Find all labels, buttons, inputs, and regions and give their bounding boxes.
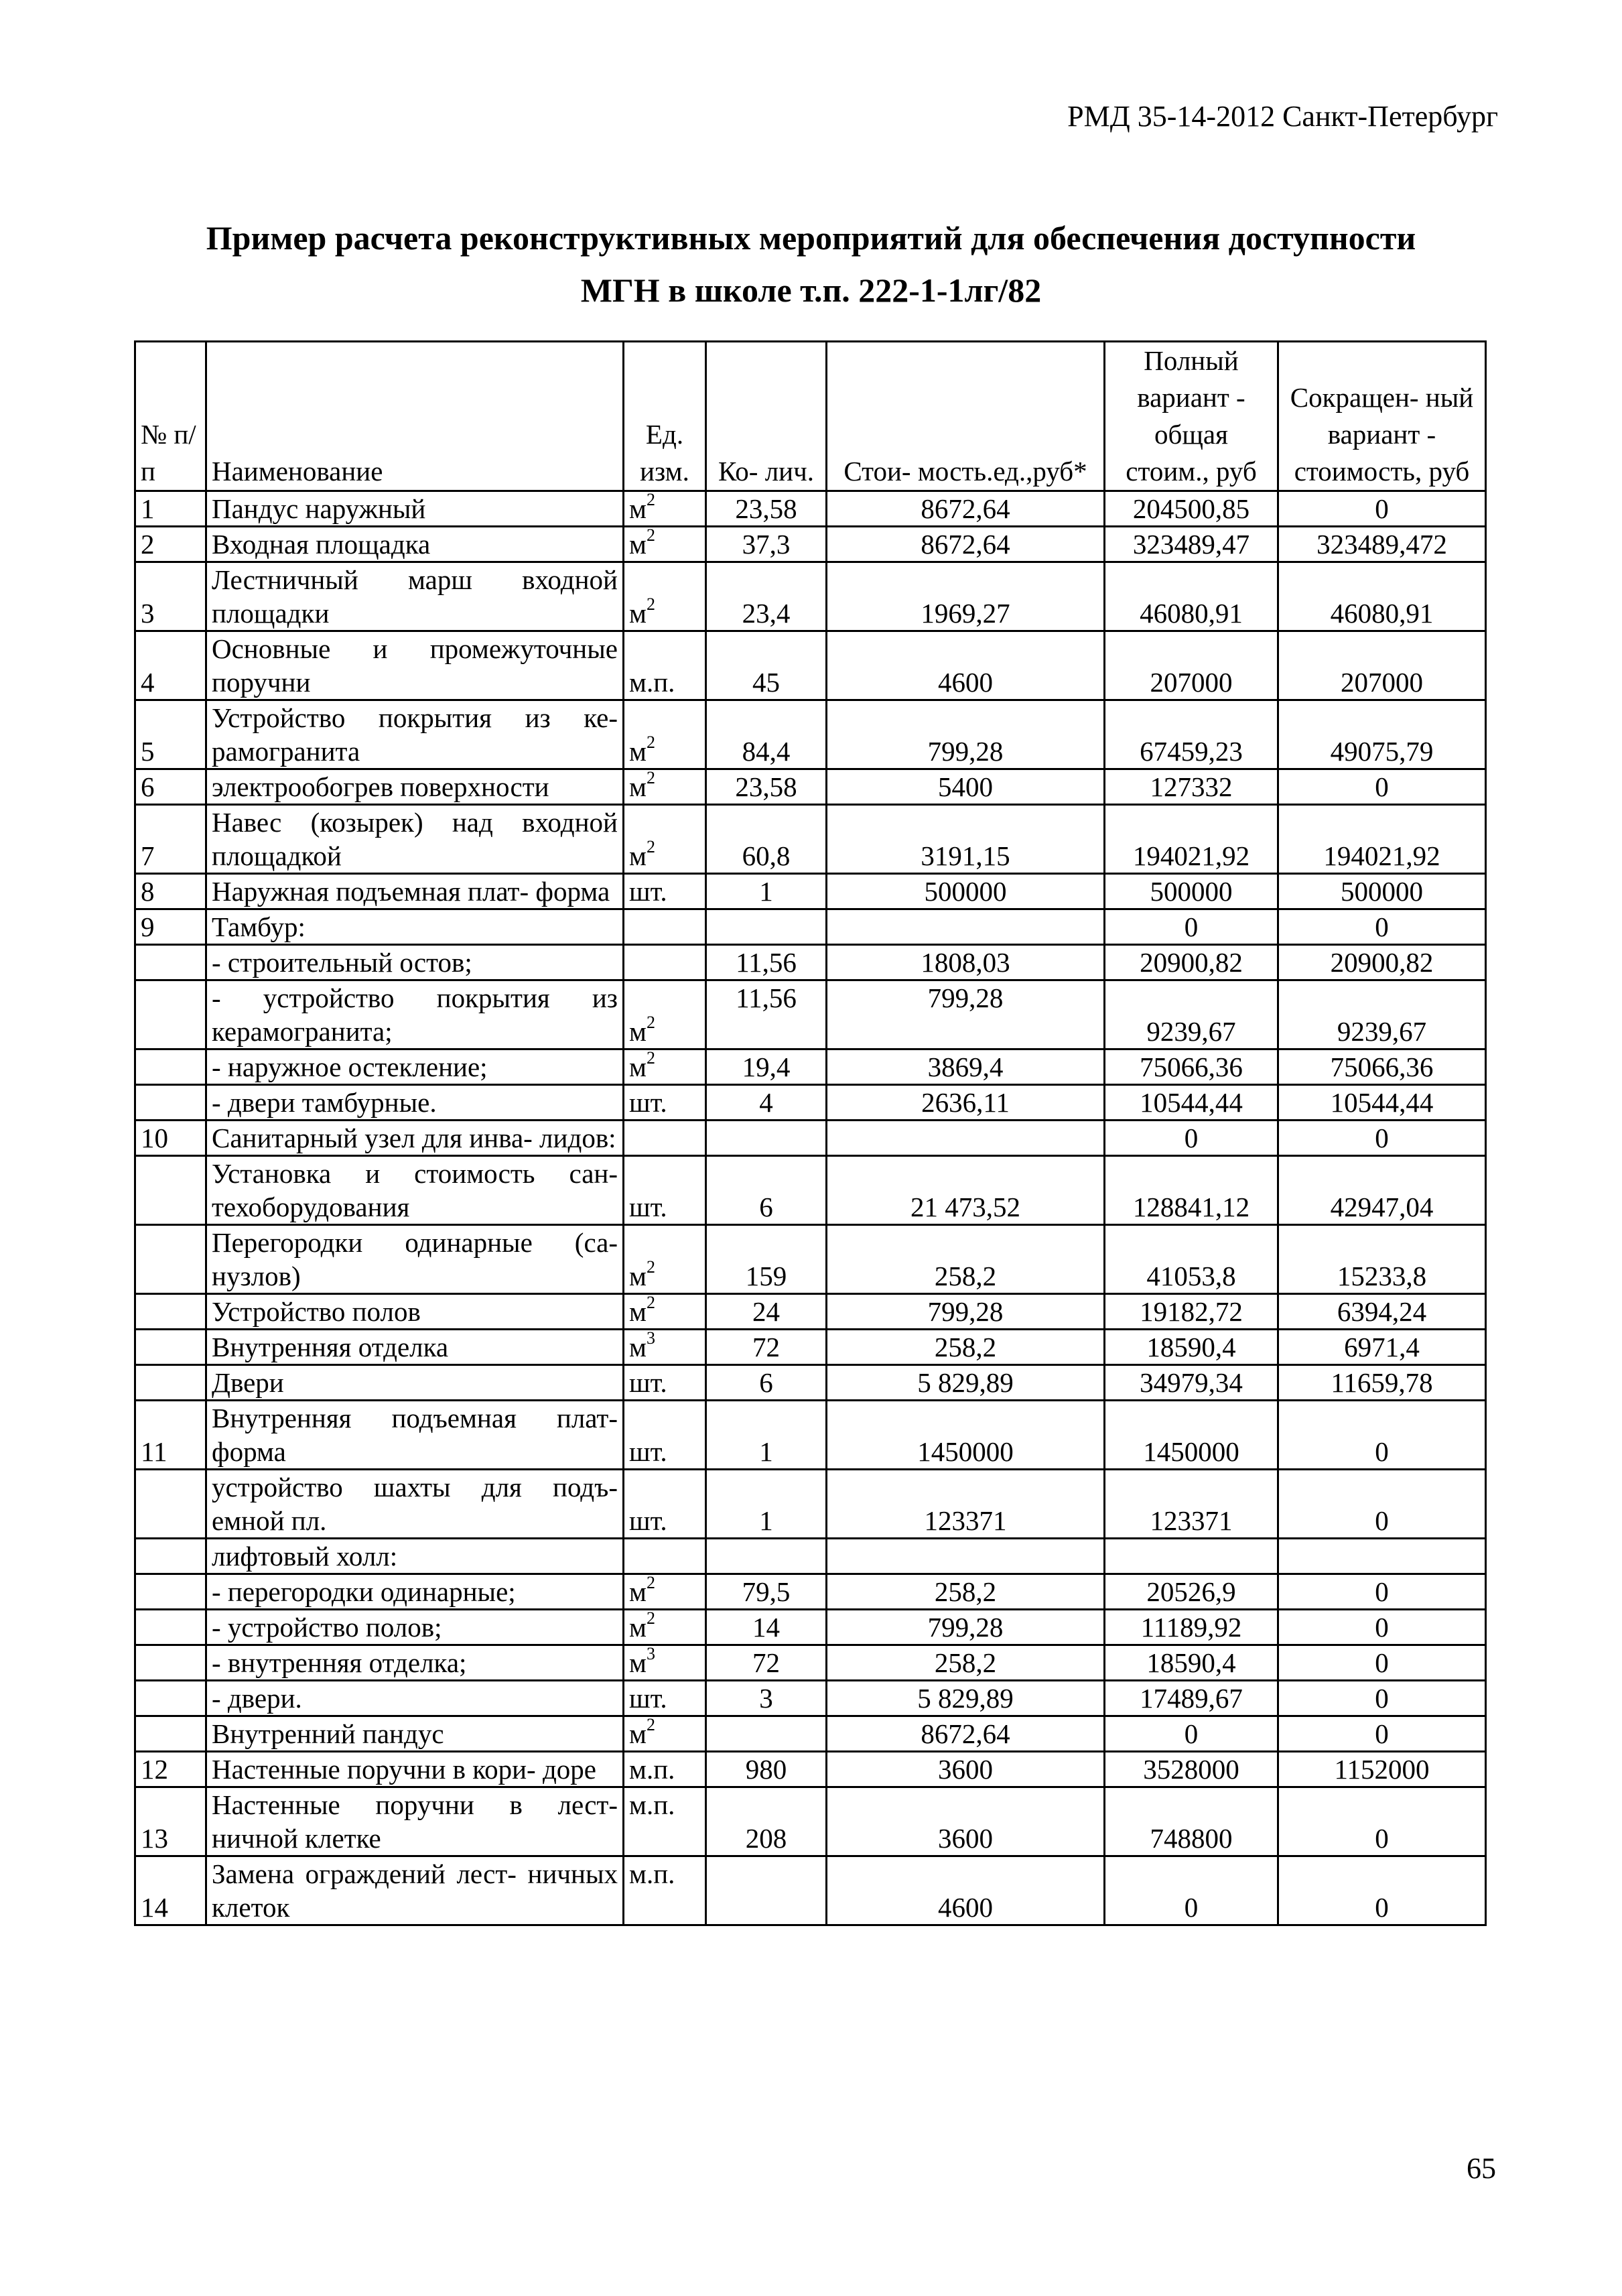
row-quantity: 23,58 xyxy=(706,769,827,805)
row-unit-price: 799,28 xyxy=(827,1294,1105,1330)
table-row xyxy=(135,945,1486,980)
row-reduced-cost: 207000 xyxy=(1278,631,1486,700)
unit-symbol: м xyxy=(629,1718,647,1749)
row-name: электрообогрев поверхности xyxy=(206,769,624,805)
row-reduced-cost: 0 xyxy=(1278,1856,1486,1925)
row-number xyxy=(135,1539,206,1574)
row-reduced-cost: 194021,92 xyxy=(1278,805,1486,874)
row-unit-price: 3869,4 xyxy=(827,1049,1105,1085)
row-unit xyxy=(624,1787,706,1856)
unit-symbol: м.п. xyxy=(629,1858,675,1889)
row-name: Установка и стоимость сан- техоборудования xyxy=(206,1156,624,1225)
table-row xyxy=(135,1787,1486,1856)
table-row xyxy=(135,909,1486,945)
unit-symbol: м xyxy=(629,1261,647,1291)
row-unit-price xyxy=(827,1121,1105,1156)
unit-symbol: шт. xyxy=(629,1367,667,1398)
row-reduced-cost: 500000 xyxy=(1278,874,1486,909)
header-name: Наименование xyxy=(206,342,624,491)
row-unit xyxy=(624,1365,706,1401)
table-row xyxy=(135,1716,1486,1752)
unit-symbol: м.п. xyxy=(629,1754,675,1785)
row-number: 11 xyxy=(135,1401,206,1470)
row-unit xyxy=(624,1610,706,1645)
row-number: 13 xyxy=(135,1787,206,1856)
row-name: Пандус наружный xyxy=(206,491,624,527)
row-quantity: 6 xyxy=(706,1365,827,1401)
row-quantity: 72 xyxy=(706,1330,827,1365)
document-title xyxy=(0,212,1622,316)
table-row xyxy=(135,1049,1486,1085)
row-number: 1 xyxy=(135,491,206,527)
table-row xyxy=(135,527,1486,562)
table-row xyxy=(135,491,1486,527)
row-full-cost: 207000 xyxy=(1105,631,1278,700)
row-full-cost: 11189,92 xyxy=(1105,1610,1278,1645)
row-name: Настенные поручни в кори- доре xyxy=(206,1752,624,1787)
unit-symbol: шт. xyxy=(629,1087,667,1118)
row-quantity: 6 xyxy=(706,1156,827,1225)
row-full-cost: 18590,4 xyxy=(1105,1330,1278,1365)
table-row xyxy=(135,805,1486,874)
row-number: 10 xyxy=(135,1121,206,1156)
row-number xyxy=(135,1681,206,1716)
row-unit-price: 123371 xyxy=(827,1470,1105,1539)
row-unit-price: 258,2 xyxy=(827,1645,1105,1681)
header-reduced-cost: Сокращен- ный вариант - стоимость, руб xyxy=(1278,342,1486,491)
row-reduced-cost: 323489,472 xyxy=(1278,527,1486,562)
unit-exponent: 2 xyxy=(646,837,655,857)
row-number xyxy=(135,980,206,1049)
row-name: Внутренний пандус xyxy=(206,1716,624,1752)
cost-table xyxy=(134,340,1487,1926)
row-number xyxy=(135,945,206,980)
row-unit xyxy=(624,945,706,980)
unit-symbol: м xyxy=(629,1016,647,1047)
row-unit xyxy=(624,1401,706,1470)
row-name: Основные и промежуточные поручни xyxy=(206,631,624,700)
table-header-row xyxy=(135,342,1486,491)
row-quantity: 11,56 xyxy=(706,980,827,1049)
row-unit-price: 1450000 xyxy=(827,1401,1105,1470)
row-number: 4 xyxy=(135,631,206,700)
row-full-cost: 17489,67 xyxy=(1105,1681,1278,1716)
row-number xyxy=(135,1365,206,1401)
row-unit xyxy=(624,1752,706,1787)
row-name: - устройство покрытия из керамогранита; xyxy=(206,980,624,1049)
row-unit xyxy=(624,1681,706,1716)
row-full-cost: 3528000 xyxy=(1105,1752,1278,1787)
document-code: РМД 35-14-2012 Санкт-Петербург xyxy=(1067,100,1498,133)
row-unit xyxy=(624,1121,706,1156)
row-number xyxy=(135,1294,206,1330)
row-unit-price: 4600 xyxy=(827,1856,1105,1925)
row-unit xyxy=(624,1085,706,1121)
table-row xyxy=(135,1085,1486,1121)
unit-exponent: 2 xyxy=(646,1574,655,1593)
row-reduced-cost: 0 xyxy=(1278,1716,1486,1752)
row-unit-price: 500000 xyxy=(827,874,1105,909)
row-full-cost: 75066,36 xyxy=(1105,1049,1278,1085)
row-unit xyxy=(624,1225,706,1294)
row-reduced-cost: 0 xyxy=(1278,1610,1486,1645)
row-unit xyxy=(624,700,706,769)
unit-symbol: шт. xyxy=(629,1436,667,1467)
row-quantity: 23,4 xyxy=(706,562,827,631)
row-unit xyxy=(624,769,706,805)
row-name: Устройство полов xyxy=(206,1294,624,1330)
row-reduced-cost: 42947,04 xyxy=(1278,1156,1486,1225)
row-unit-price: 258,2 xyxy=(827,1574,1105,1610)
row-unit xyxy=(624,874,706,909)
row-name: Тамбур: xyxy=(206,909,624,945)
row-quantity: 60,8 xyxy=(706,805,827,874)
row-quantity: 4 xyxy=(706,1085,827,1121)
row-quantity: 19,4 xyxy=(706,1049,827,1085)
row-full-cost: 18590,4 xyxy=(1105,1645,1278,1681)
row-unit-price: 1808,03 xyxy=(827,945,1105,980)
table-row xyxy=(135,1856,1486,1925)
unit-symbol: м xyxy=(629,771,647,802)
row-name: Внутренняя подъемная плат- форма xyxy=(206,1401,624,1470)
unit-symbol: м xyxy=(629,1612,647,1643)
row-reduced-cost: 0 xyxy=(1278,1574,1486,1610)
row-unit xyxy=(624,1539,706,1574)
row-reduced-cost: 0 xyxy=(1278,1401,1486,1470)
unit-symbol: м xyxy=(629,840,647,871)
row-quantity: 72 xyxy=(706,1645,827,1681)
row-unit-price: 5 829,89 xyxy=(827,1681,1105,1716)
row-unit xyxy=(624,909,706,945)
row-quantity: 1 xyxy=(706,1470,827,1539)
row-unit xyxy=(624,1716,706,1752)
unit-exponent: 2 xyxy=(646,1257,655,1277)
row-number: 5 xyxy=(135,700,206,769)
row-unit xyxy=(624,1645,706,1681)
row-reduced-cost: 15233,8 xyxy=(1278,1225,1486,1294)
row-full-cost: 204500,85 xyxy=(1105,491,1278,527)
row-unit-price: 5 829,89 xyxy=(827,1365,1105,1401)
row-reduced-cost: 49075,79 xyxy=(1278,700,1486,769)
row-reduced-cost: 0 xyxy=(1278,769,1486,805)
unit-exponent: 2 xyxy=(646,594,655,615)
table-row xyxy=(135,562,1486,631)
table-row xyxy=(135,1470,1486,1539)
row-unit-price: 3600 xyxy=(827,1752,1105,1787)
unit-symbol: м xyxy=(629,1332,647,1362)
row-number: 6 xyxy=(135,769,206,805)
row-unit-price xyxy=(827,909,1105,945)
row-name: Замена ограждений лест- ничных клеток xyxy=(206,1856,624,1925)
table-row xyxy=(135,1752,1486,1787)
unit-exponent: 2 xyxy=(646,491,655,510)
row-reduced-cost: 11659,78 xyxy=(1278,1365,1486,1401)
unit-symbol: м xyxy=(629,598,647,629)
unit-symbol: м xyxy=(629,1051,647,1082)
title-line-2: МГН в школе т.п. 222-1-1лг/82 xyxy=(580,271,1042,309)
row-unit xyxy=(624,631,706,700)
row-number xyxy=(135,1645,206,1681)
row-number: 2 xyxy=(135,527,206,562)
row-name: Санитарный узел для инва- лидов: xyxy=(206,1121,624,1156)
row-unit xyxy=(624,1049,706,1085)
table-row xyxy=(135,1681,1486,1716)
unit-symbol: м xyxy=(629,529,647,560)
unit-exponent: 2 xyxy=(646,769,655,788)
row-unit-price: 3191,15 xyxy=(827,805,1105,874)
row-number: 3 xyxy=(135,562,206,631)
row-name: Настенные поручни в лест- ничной клетке xyxy=(206,1787,624,1856)
row-number xyxy=(135,1156,206,1225)
unit-symbol: м.п. xyxy=(629,1789,675,1820)
row-name: Навес (козырек) над входной площадкой xyxy=(206,805,624,874)
row-reduced-cost: 6971,4 xyxy=(1278,1330,1486,1365)
page-number: 65 xyxy=(1467,2152,1496,2185)
row-full-cost: 19182,72 xyxy=(1105,1294,1278,1330)
row-reduced-cost: 6394,24 xyxy=(1278,1294,1486,1330)
row-unit xyxy=(624,562,706,631)
row-number xyxy=(135,1225,206,1294)
row-name: Входная площадка xyxy=(206,527,624,562)
row-unit-price: 2636,11 xyxy=(827,1085,1105,1121)
row-number: 8 xyxy=(135,874,206,909)
row-full-cost: 127332 xyxy=(1105,769,1278,805)
table-row xyxy=(135,1330,1486,1365)
row-number xyxy=(135,1716,206,1752)
row-full-cost: 194021,92 xyxy=(1105,805,1278,874)
unit-exponent: 2 xyxy=(646,526,655,546)
row-name: - наружное остекление; xyxy=(206,1049,624,1085)
row-reduced-cost: 75066,36 xyxy=(1278,1049,1486,1085)
unit-symbol: м.п. xyxy=(629,667,675,698)
unit-symbol: м xyxy=(629,493,647,524)
row-full-cost: 20900,82 xyxy=(1105,945,1278,980)
row-quantity: 23,58 xyxy=(706,491,827,527)
row-number xyxy=(135,1330,206,1365)
table-row xyxy=(135,1365,1486,1401)
row-unit-price: 8672,64 xyxy=(827,527,1105,562)
row-name: Внутренняя отделка xyxy=(206,1330,624,1365)
unit-symbol: м xyxy=(629,1296,647,1327)
table-row xyxy=(135,1574,1486,1610)
row-name: Наружная подъемная плат- форма xyxy=(206,874,624,909)
row-quantity: 208 xyxy=(706,1787,827,1856)
header-number: № п/ п xyxy=(135,342,206,491)
row-name: - перегородки одинарные; xyxy=(206,1574,624,1610)
row-reduced-cost xyxy=(1278,1539,1486,1574)
table-row xyxy=(135,1401,1486,1470)
header-quantity: Ко- лич. xyxy=(706,342,827,491)
table-row xyxy=(135,631,1486,700)
row-number xyxy=(135,1610,206,1645)
header-unit: Ед. изм. xyxy=(624,342,706,491)
table-row xyxy=(135,1225,1486,1294)
row-quantity xyxy=(706,1856,827,1925)
row-unit-price: 258,2 xyxy=(827,1225,1105,1294)
row-reduced-cost: 0 xyxy=(1278,1681,1486,1716)
row-name: Двери xyxy=(206,1365,624,1401)
title-line-1: Пример расчета реконструктивных мероприятий для обеспечения доступности xyxy=(206,219,1416,257)
row-number: 14 xyxy=(135,1856,206,1925)
table-row xyxy=(135,1645,1486,1681)
unit-exponent: 3 xyxy=(646,1329,655,1348)
row-full-cost: 0 xyxy=(1105,909,1278,945)
row-name: лифтовый холл: xyxy=(206,1539,624,1574)
row-reduced-cost: 0 xyxy=(1278,1470,1486,1539)
row-reduced-cost: 0 xyxy=(1278,1121,1486,1156)
row-quantity: 980 xyxy=(706,1752,827,1787)
unit-symbol: м xyxy=(629,1576,647,1607)
row-unit xyxy=(624,1294,706,1330)
row-quantity: 1 xyxy=(706,874,827,909)
unit-exponent: 2 xyxy=(646,1609,655,1629)
row-reduced-cost: 10544,44 xyxy=(1278,1085,1486,1121)
row-unit-price: 799,28 xyxy=(827,1610,1105,1645)
row-name: - внутренняя отделка; xyxy=(206,1645,624,1681)
row-full-cost: 46080,91 xyxy=(1105,562,1278,631)
row-quantity xyxy=(706,1539,827,1574)
row-unit-price: 3600 xyxy=(827,1787,1105,1856)
row-unit-price: 1969,27 xyxy=(827,562,1105,631)
row-unit-price: 4600 xyxy=(827,631,1105,700)
row-name: - строительный остов; xyxy=(206,945,624,980)
row-number: 12 xyxy=(135,1752,206,1787)
row-reduced-cost: 46080,91 xyxy=(1278,562,1486,631)
row-full-cost: 123371 xyxy=(1105,1470,1278,1539)
unit-exponent: 3 xyxy=(646,1645,655,1664)
row-unit-price: 5400 xyxy=(827,769,1105,805)
row-unit xyxy=(624,1470,706,1539)
row-full-cost: 748800 xyxy=(1105,1787,1278,1856)
table-row xyxy=(135,1121,1486,1156)
row-quantity: 45 xyxy=(706,631,827,700)
row-unit xyxy=(624,1856,706,1925)
table-row xyxy=(135,980,1486,1049)
row-unit xyxy=(624,1156,706,1225)
row-quantity: 37,3 xyxy=(706,527,827,562)
table-row xyxy=(135,1156,1486,1225)
row-full-cost: 41053,8 xyxy=(1105,1225,1278,1294)
row-number: 7 xyxy=(135,805,206,874)
unit-symbol: шт. xyxy=(629,1192,667,1222)
row-unit-price: 8672,64 xyxy=(827,491,1105,527)
table-row xyxy=(135,1610,1486,1645)
row-unit xyxy=(624,1574,706,1610)
row-quantity: 11,56 xyxy=(706,945,827,980)
row-quantity: 24 xyxy=(706,1294,827,1330)
row-quantity: 14 xyxy=(706,1610,827,1645)
row-full-cost: 0 xyxy=(1105,1121,1278,1156)
row-name: Лестничный марш входной площадки xyxy=(206,562,624,631)
unit-exponent: 2 xyxy=(646,1013,655,1033)
row-full-cost: 0 xyxy=(1105,1856,1278,1925)
row-quantity: 84,4 xyxy=(706,700,827,769)
row-name: Перегородки одинарные (са- нузлов) xyxy=(206,1225,624,1294)
table-row xyxy=(135,1294,1486,1330)
unit-symbol: м xyxy=(629,736,647,767)
row-full-cost: 500000 xyxy=(1105,874,1278,909)
row-full-cost xyxy=(1105,1539,1278,1574)
row-name: Устройство покрытия из ке- рамогранита xyxy=(206,700,624,769)
table-row xyxy=(135,769,1486,805)
unit-exponent: 2 xyxy=(646,1716,655,1735)
row-reduced-cost: 9239,67 xyxy=(1278,980,1486,1049)
row-full-cost: 67459,23 xyxy=(1105,700,1278,769)
row-full-cost: 128841,12 xyxy=(1105,1156,1278,1225)
table-body xyxy=(135,491,1486,1925)
unit-exponent: 2 xyxy=(646,1049,655,1068)
row-unit xyxy=(624,491,706,527)
row-full-cost: 20526,9 xyxy=(1105,1574,1278,1610)
row-name: устройство шахты для подъ- емной пл. xyxy=(206,1470,624,1539)
row-unit xyxy=(624,527,706,562)
row-quantity: 3 xyxy=(706,1681,827,1716)
row-full-cost: 323489,47 xyxy=(1105,527,1278,562)
row-full-cost: 34979,34 xyxy=(1105,1365,1278,1401)
row-number xyxy=(135,1470,206,1539)
row-reduced-cost: 0 xyxy=(1278,909,1486,945)
row-unit-price xyxy=(827,1539,1105,1574)
row-full-cost: 9239,67 xyxy=(1105,980,1278,1049)
table-row xyxy=(135,1539,1486,1574)
row-unit-price: 799,28 xyxy=(827,980,1105,1049)
row-number xyxy=(135,1085,206,1121)
row-unit-price: 258,2 xyxy=(827,1330,1105,1365)
unit-symbol: шт. xyxy=(629,1683,667,1714)
row-reduced-cost: 0 xyxy=(1278,1787,1486,1856)
row-quantity: 1 xyxy=(706,1401,827,1470)
table-row xyxy=(135,874,1486,909)
row-number: 9 xyxy=(135,909,206,945)
row-full-cost: 1450000 xyxy=(1105,1401,1278,1470)
header-unit-price: Стои- мость.ед.,руб* xyxy=(827,342,1105,491)
row-quantity: 79,5 xyxy=(706,1574,827,1610)
row-number xyxy=(135,1049,206,1085)
unit-symbol: шт. xyxy=(629,876,667,907)
unit-symbol: м xyxy=(629,1647,647,1678)
table-row xyxy=(135,700,1486,769)
unit-symbol: шт. xyxy=(629,1505,667,1536)
unit-exponent: 2 xyxy=(646,732,655,753)
unit-exponent: 2 xyxy=(646,1293,655,1313)
row-quantity xyxy=(706,1121,827,1156)
row-unit xyxy=(624,805,706,874)
row-unit-price: 799,28 xyxy=(827,700,1105,769)
row-name: - двери. xyxy=(206,1681,624,1716)
row-number xyxy=(135,1574,206,1610)
row-quantity: 159 xyxy=(706,1225,827,1294)
row-reduced-cost: 20900,82 xyxy=(1278,945,1486,980)
row-full-cost: 10544,44 xyxy=(1105,1085,1278,1121)
row-reduced-cost: 0 xyxy=(1278,491,1486,527)
row-unit xyxy=(624,1330,706,1365)
row-name: - устройство полов; xyxy=(206,1610,624,1645)
row-reduced-cost: 0 xyxy=(1278,1645,1486,1681)
row-name: - двери тамбурные. xyxy=(206,1085,624,1121)
row-quantity xyxy=(706,909,827,945)
header-full-cost: Полный вариант - общая стоим., руб xyxy=(1105,342,1278,491)
row-unit-price: 21 473,52 xyxy=(827,1156,1105,1225)
row-reduced-cost: 1152000 xyxy=(1278,1752,1486,1787)
row-unit-price: 8672,64 xyxy=(827,1716,1105,1752)
row-quantity xyxy=(706,1716,827,1752)
row-unit xyxy=(624,980,706,1049)
row-full-cost: 0 xyxy=(1105,1716,1278,1752)
